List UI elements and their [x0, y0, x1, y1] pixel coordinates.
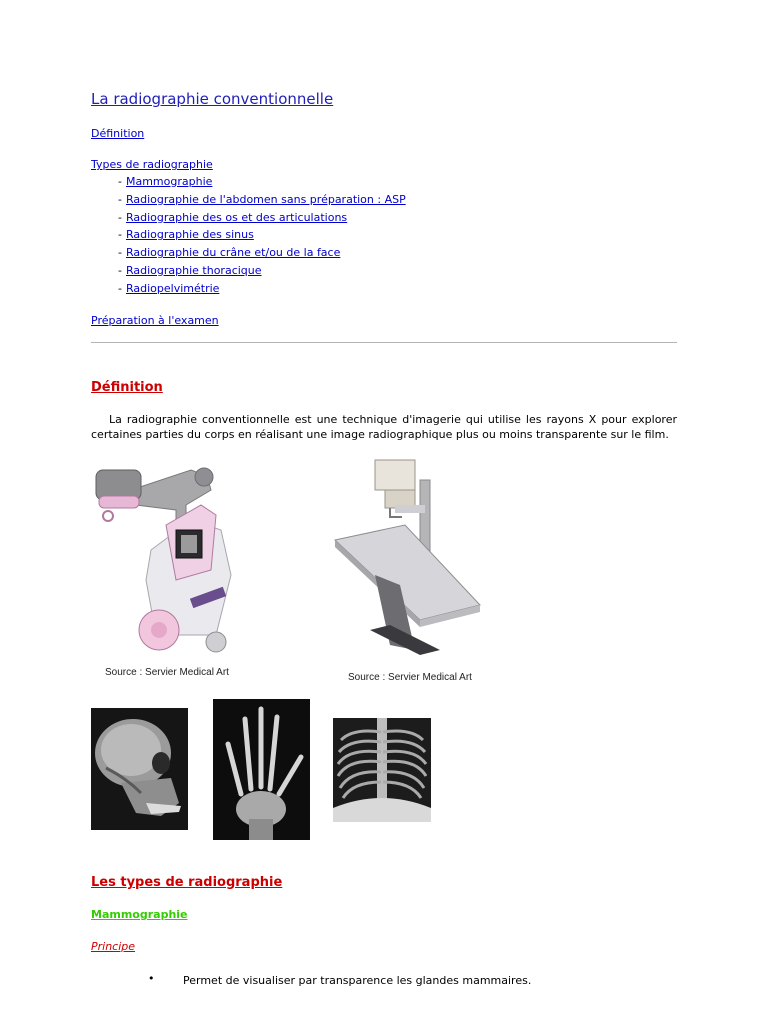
- dash: -: [118, 175, 122, 188]
- toc-sub-item: [118, 211, 406, 229]
- toc-sub-item: [118, 246, 406, 264]
- toc-link-definition[interactable]: Définition: [91, 127, 145, 140]
- toc-link-crane[interactable]: Radiographie du crâne et/ou de la face: [125, 246, 341, 260]
- bullet-marker: •: [148, 972, 155, 985]
- hand-xray-image: [213, 699, 310, 840]
- toc-link-asp[interactable]: Radiographie de l'abdomen sans préparation : ASP: [125, 192, 406, 206]
- dash: -: [118, 263, 122, 277]
- dash: -: [118, 210, 122, 224]
- principe-heading: Principe: [91, 940, 136, 953]
- toc-link-preparation[interactable]: Préparation à l'examen: [91, 314, 219, 327]
- dash: -: [118, 281, 122, 295]
- radiography-table-illustration: [330, 455, 490, 670]
- toc-link-os[interactable]: Radiographie des os et des articulations: [125, 210, 348, 224]
- mobile-xray-unit-illustration: [91, 460, 241, 660]
- toc-link-mammographie[interactable]: Mammographie: [125, 175, 213, 188]
- dash: -: [118, 192, 122, 206]
- bullet-item: Permet de visualiser par transparence les glandes mammaires.: [183, 974, 532, 987]
- skull-xray-image: [91, 708, 188, 830]
- toc-sub-item: [118, 175, 406, 193]
- toc-sub-item: [118, 193, 406, 211]
- toc-link-sinus[interactable]: Radiographie des sinus: [125, 228, 254, 242]
- definition-paragraph: La radiographie conventionnelle est une technique d'imagerie qui utilise les rayons X pour explorer certaines parties du corps en réalisant une image radiographique plus ou moins transparente sur le film.: [91, 413, 677, 441]
- figure-caption: Source : Servier Medical Art: [105, 667, 229, 678]
- toc-link-radiopelvimetrie[interactable]: Radiopelvimétrie: [125, 281, 220, 295]
- toc-sub-item: [118, 264, 406, 282]
- toc-link-types[interactable]: Types de radiographie: [91, 158, 213, 171]
- toc-link-thoracique[interactable]: Radiographie thoracique: [125, 263, 262, 277]
- toc-sub-item: [118, 228, 406, 246]
- horizontal-divider: [91, 342, 677, 343]
- toc-sub-item: [118, 282, 406, 300]
- chest-xray-image: [333, 718, 431, 822]
- subsection-title-mammographie: Mammographie: [91, 908, 188, 921]
- figure-caption: Source : Servier Medical Art: [348, 672, 472, 683]
- dash: -: [118, 228, 122, 242]
- section-title-definition: Définition: [91, 380, 163, 395]
- page-title: La radiographie conventionnelle: [91, 90, 334, 108]
- toc-sublist: [118, 175, 406, 300]
- dash: -: [118, 246, 122, 260]
- section-title-types: Les types de radiographie: [91, 875, 283, 890]
